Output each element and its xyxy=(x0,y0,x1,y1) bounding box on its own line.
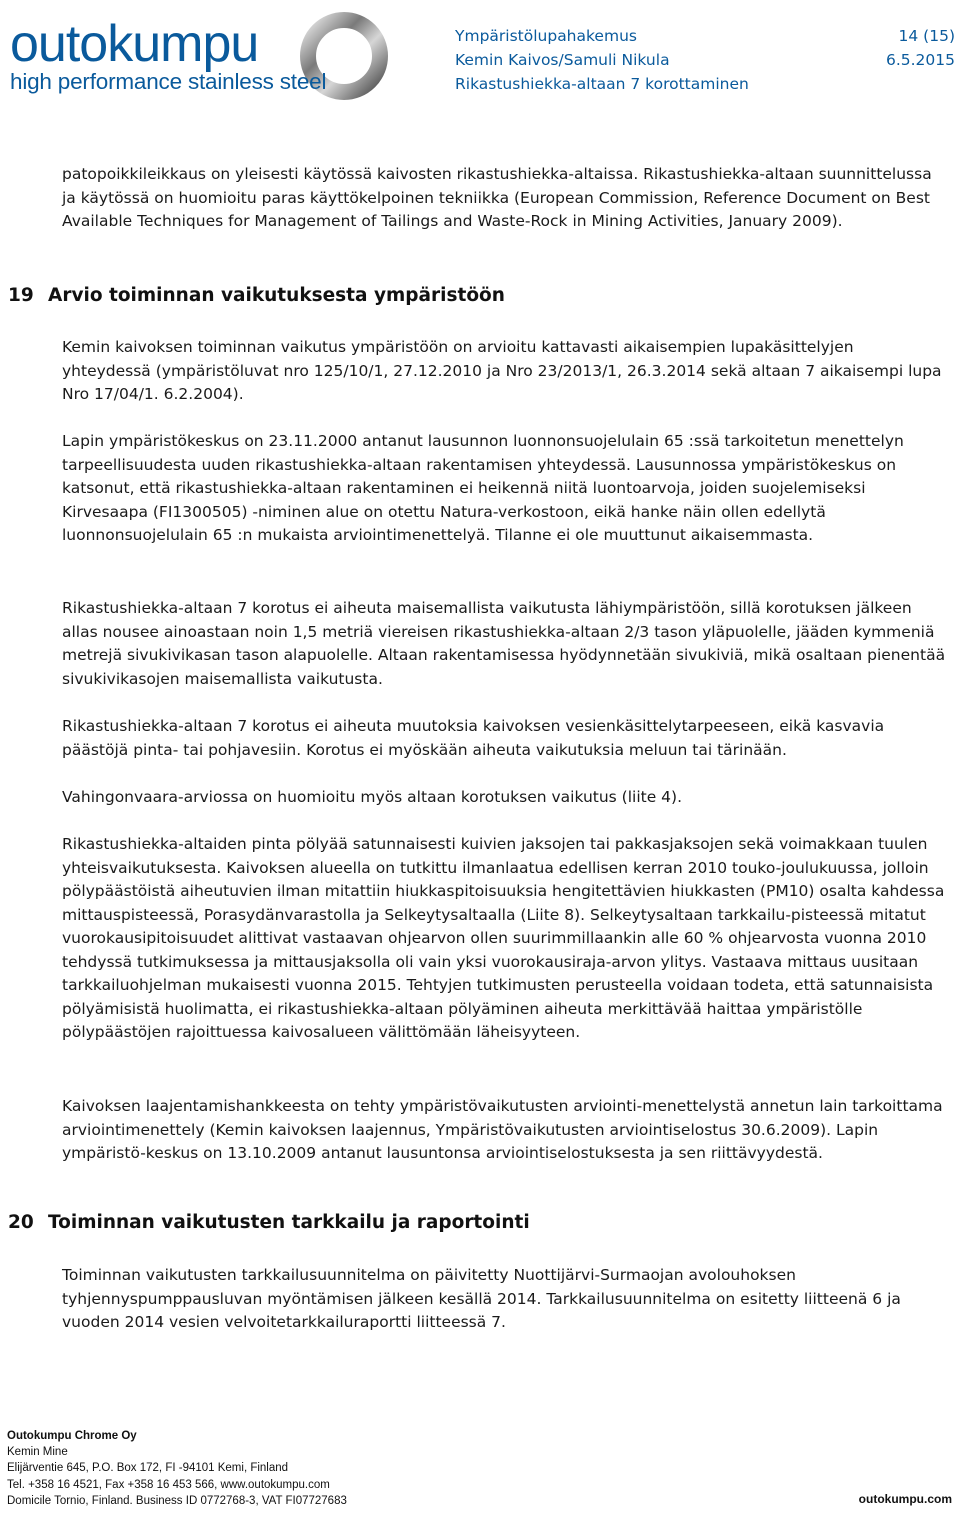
section-20-number: 20 xyxy=(8,1212,34,1233)
footer-site: Kemin Mine xyxy=(7,1446,68,1459)
page-number: 14 (15) xyxy=(898,27,955,45)
section-20-paragraph-1: Toiminnan vaikutusten tarkkailusuunnitelma on päivitetty Nuottijärvi-Surmaojan avolouhoksen tyhjennyspumppausluvan myöntämisen jälkeen kesällä 2014. Tarkkailusuunnitelma on esitetty liitteenä 6 ja vuoden 2014 vesien velvoitetarkkailuraportti liitteessä 7. xyxy=(62,1266,901,1331)
logo-wordmark: outokumpu xyxy=(10,15,259,73)
outokumpu-logo xyxy=(10,6,405,106)
footer-contact: Tel. +358 16 4521, Fax +358 16 453 566, www.outokumpu.com xyxy=(7,1478,330,1491)
logo-tagline: high performance stainless steel xyxy=(10,69,327,94)
footer-domicile: Domicile Tornio, Finland. Business ID 0772768-3, VAT FI07727683 xyxy=(7,1494,347,1507)
section-19-paragraph-3: Rikastushiekka-altaan 7 korotus ei aiheuta maisemallista vaikutusta lähiympäristöön, sillä korotuksen jälkeen allas nousee ainoastaan noin 1,5 metriä viereisen rikastushiekka-altaan 2/3 tason yläpuolelle, jääden kymmeniä metrejä sivukivikasan tason alapuolelle. Altaan rakentamisessa hyödynnetään sivukiviä, mikä osaltaan pienentää sivukivikasojen maisemallista vaikutusta. xyxy=(62,599,946,688)
section-19-paragraph-6: Rikastushiekka-altaiden pinta pölyää satunnaisesti kuivien jaksojen tai pakkasjaksojen sekä voimakkaan tuulen yhteisvaikutuksesta. Kaivoksen alueella on tutkittu ilmanlaatua edellisen kerran 2010 touko-joulukuussa, jolloin pölypäästöistä aiheutuvien ilman mitattiin hiukkaspitoisuuksia hengitettävien hiukkasten (PM10) osalta kahdessa mittauspisteessä, Porasydänvarastolla ja Selkeytysaltaalla (Liite 8). Selkeytysaltaan tarkkailu-pisteessä mitatut vuorokausipitoisuudet alittivat vastaavan ohjearvon ollen suurimmillaankin alle 60 % ohjearvosta vuonna 2010 tehdyssä tutkimuksessa ja mittausjaksolla oli vain yksi vuorokausiraja-arvon ylitys. Vastaava mittaus uusitaan tarkkailuohjelman mukaisesti vuonna 2015. Tehtyjen tutkimusten perusteella voidaan todeta, että satunnaisista pölyämisistä huolimatta, ei rikastushiekka-altaan pölyäminen aiheuta merkittävää haittaa ympäristölle pölypäästöjen rajoittuessa kaivosalueen välittömään läheisyyteen. xyxy=(62,835,945,1041)
section-19-paragraph-7: Kaivoksen laajentamishankkeesta on tehty ympäristövaikutusten arviointi-menettelystä annetun lain tarkoittama arviointimenettely (Kemin kaivoksen laajennus, Ympäristövaikutusten arviointiselostus 30.6.2009). Lapin ympäristö-keskus on 13.10.2009 antanut lausuntonsa arviointiselostuksesta ja sen riittävyydestä. xyxy=(62,1097,943,1162)
section-19-heading xyxy=(8,285,505,306)
author: Kemin Kaivos/Samuli Nikula xyxy=(455,51,670,69)
intro-paragraph: patopoikkileikkaus on yleisesti käytössä kaivosten rikastushiekka-altaissa. Rikastushiekka-altaan suunnittelussa ja käytössä on huomioitu paras käyttökelpoinen tekniikka (European Commission, Reference Document on Best Available Techniques for Management of Tailings and Waste-Rock in Mining Activities, January 2009). xyxy=(62,165,932,230)
header-meta xyxy=(455,24,955,96)
section-19-paragraph-2: Lapin ympäristökeskus on 23.11.2000 antanut lausunnon luonnonsuojelulain 65 :ssä tarkoitetun menettelyn tarpeellisuudesta uuden rikastushiekka-altaan rakentamisen yhteydessä. Lausunnossa ympäristökeskus on katsonut, että rikastushiekka-altaan rakentaminen ei heikennä niitä luontoarvoja, joiden suojelemiseksi Kirvesaapa (FI1300505) -niminen alue on otettu Natura-verkostoon, eikä hanke näin ollen edellytä luonnonsuojelulain 65 :n mukaista arviointimenettelyä. Tilanne ei ole muuttunut aikaisemmasta. xyxy=(62,432,904,544)
section-20-heading xyxy=(8,1212,530,1233)
page-footer xyxy=(7,1428,952,1509)
doc-title: Ympäristölupahakemus xyxy=(455,27,637,45)
section-19-paragraph-4: Rikastushiekka-altaan 7 korotus ei aiheuta muutoksia kaivoksen vesienkäsittelytarpeeseen, eikä kasvavia päästöjä pinta- tai pohjavesiin. Korotus ei myöskään aiheuta vaikutuksia meluun tai tärinään. xyxy=(62,717,885,759)
section-20-title: Toiminnan vaikutusten tarkkailu ja raportointi xyxy=(48,1212,530,1233)
page-header xyxy=(0,0,960,110)
section-19-paragraph-5: Vahingonvaara-arviossa on huomioitu myös altaan korotuksen vaikutus (liite 4). xyxy=(62,788,683,806)
section-19-number: 19 xyxy=(8,285,34,306)
footer-website: outokumpu.com xyxy=(858,1492,952,1506)
doc-subject: Rikastushiekka-altaan 7 korottaminen xyxy=(455,75,749,93)
footer-address: Elijärventie 645, P.O. Box 172, FI -94101 Kemi, Finland xyxy=(7,1462,289,1475)
section-19-title: Arvio toiminnan vaikutuksesta ympäristöön xyxy=(48,285,505,306)
footer-company: Outokumpu Chrome Oy xyxy=(7,1430,137,1442)
section-19-paragraph-1: Kemin kaivoksen toiminnan vaikutus ympäristöön on arvioitu kattavasti aikaisempien lupakäsittelyjen yhteydessä (ympäristöluvat nro 125/10/1, 27.12.2010 ja Nro 23/2013/1, 26.3.2014 sekä altaan 7 aikaisempi lupa Nro 17/04/1. 6.2.2004). xyxy=(62,338,942,403)
doc-date: 6.5.2015 xyxy=(885,51,955,69)
